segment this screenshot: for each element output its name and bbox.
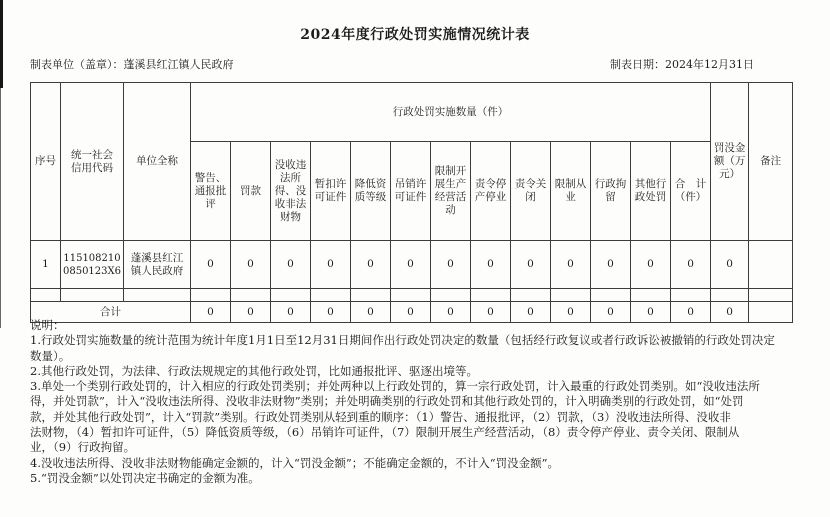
col-header-unit-name: 单位全称 xyxy=(124,83,191,241)
count-cell: 0 xyxy=(671,241,711,289)
col-header-remark: 备注 xyxy=(749,83,793,241)
empty-cell xyxy=(749,289,793,302)
empty-cell xyxy=(711,289,749,302)
penalty-type-header-confiscation: 没收违法所得、没收非法财物 xyxy=(271,142,311,241)
empty-cell xyxy=(591,289,631,302)
empty-cell xyxy=(471,289,511,302)
total-fine-amount-cell: 0 xyxy=(711,302,749,323)
total-count-cell: 0 xyxy=(271,302,311,323)
count-cell: 0 xyxy=(631,241,671,289)
penalty-type-header-revoke-license: 吊销许可证件 xyxy=(391,142,431,241)
penalty-type-header-suspend-license: 暂扣许可证件 xyxy=(311,142,351,241)
total-count-cell: 0 xyxy=(471,302,511,323)
empty-cell xyxy=(391,289,431,302)
col-header-credit-code-label: 统一社会信用代码 xyxy=(71,148,113,174)
total-count-cell: 0 xyxy=(551,302,591,323)
empty-cell xyxy=(61,289,124,302)
meta-row xyxy=(30,56,792,72)
prepared-by-unit: 制表单位（盖章）：蓬溪县红江镇人民政府 xyxy=(30,58,234,71)
count-cell: 0 xyxy=(471,241,511,289)
total-count-cell: 0 xyxy=(311,302,351,323)
empty-cell xyxy=(231,289,271,302)
notes-heading: 说明： xyxy=(30,318,65,332)
penalty-type-header-order-close: 责令关闭 xyxy=(511,142,551,241)
count-cell: 0 xyxy=(511,241,551,289)
total-count-cell: 0 xyxy=(191,302,231,323)
penalty-type-header-restrict-practice: 限制从业 xyxy=(551,142,591,241)
spacer-row xyxy=(31,289,793,302)
credit-code-cell: 1151082100850123X6 xyxy=(61,241,124,289)
penalty-type-header-fine: 罚款 xyxy=(231,142,271,241)
scan-edge-artifact xyxy=(0,0,3,88)
note-line: 款，并处其他行政处罚”，计入“罚款”类别。行政处罚类别从轻到重的顺序：（1）警告、通报批评，（2）罚款，（3）没收违法所得、没收非 xyxy=(30,409,731,424)
total-count-cell: 0 xyxy=(431,302,471,323)
empty-cell xyxy=(431,289,471,302)
seq-cell: 1 xyxy=(31,241,61,289)
total-count-cell: 0 xyxy=(671,302,711,323)
count-cell: 0 xyxy=(351,241,391,289)
empty-cell xyxy=(551,289,591,302)
count-cell: 0 xyxy=(311,241,351,289)
penalty-type-header-order-halt: 责令停产停业 xyxy=(471,142,511,241)
total-count-cell: 0 xyxy=(351,302,391,323)
fine-amount-cell: 0 xyxy=(711,241,749,289)
empty-cell xyxy=(631,289,671,302)
total-count-cell: 0 xyxy=(231,302,271,323)
count-cell: 0 xyxy=(391,241,431,289)
note-line: 5.“罚没金额”以处罚决定书确定的金额为准。 xyxy=(30,470,260,485)
col-header-seq: 序号 xyxy=(31,83,61,241)
penalty-type-header-other: 其他行政处罚 xyxy=(631,142,671,241)
count-cell: 0 xyxy=(431,241,471,289)
note-line: 法财物，（4）暂扣许可证件，（5）降低资质等级，（6）吊销许可证件，（7）限制开展生产经营活动，（8）责令停产停业、责令关闭、限制从 xyxy=(30,425,740,440)
count-cell: 0 xyxy=(231,241,271,289)
empty-cell xyxy=(191,289,231,302)
count-cell: 0 xyxy=(191,241,231,289)
table-row xyxy=(31,241,793,289)
penalty-type-header-warning: 警告、通报批评 xyxy=(191,142,231,241)
note-line: 业，（9）行政拘留。 xyxy=(30,440,136,455)
penalty-span-header: 行政处罚实施数量（件） xyxy=(191,83,711,142)
total-label-cell: 合计 xyxy=(31,302,191,323)
col-header-credit-code xyxy=(61,83,124,241)
total-count-cell: 0 xyxy=(391,302,431,323)
note-line: 1.行政处罚实施数量的统计范围为统计年度1月1日至12月31日期间作出行政处罚决定的数量（包括经行政复议或者行政诉讼被撤销的行政处罚决定 xyxy=(30,333,775,348)
empty-cell xyxy=(511,289,551,302)
empty-cell xyxy=(271,289,311,302)
penalty-type-header-restrict-production: 限制开展生产经营活动 xyxy=(431,142,471,241)
penalty-type-header-subtotal: 合 计（件） xyxy=(671,142,711,241)
total-count-cell: 0 xyxy=(631,302,671,323)
scan-edge-artifact xyxy=(0,88,1,328)
note-line: 4.没收违法所得、没收非法财物能确定金额的，计入“罚没金额”；不能确定金额的，不计入“罚没金额”。 xyxy=(30,455,559,470)
count-cell: 0 xyxy=(591,241,631,289)
empty-cell xyxy=(671,289,711,302)
penalty-type-header-detention: 行政拘留 xyxy=(591,142,631,241)
penalty-statistics-table xyxy=(30,82,793,323)
col-header-fine-amount: 罚没金额（万元） xyxy=(711,83,749,241)
note-line: 3.单处一个类别行政处罚的，计入相应的行政处罚类别；并处两种以上行政处罚的，算一宗行政处罚，计入最重的行政处罚类别。如“没收违法所 xyxy=(30,379,760,394)
remark-cell xyxy=(749,241,793,289)
count-cell: 0 xyxy=(551,241,591,289)
table-header-row-1 xyxy=(31,83,793,142)
note-line: 得，并处罚款”，计入“没收违法所得、没收非法财物”类别；并处明确类别的行政处罚和其他行政处罚的，计入明确类别的行政处罚，如“处罚 xyxy=(30,394,744,409)
empty-cell xyxy=(311,289,351,302)
report-date: 制表日期：2024年12月31日 xyxy=(610,58,754,71)
empty-cell xyxy=(351,289,391,302)
unit-name-text: 蓬溪县红江镇人民政府 xyxy=(130,251,184,277)
note-line: 2.其他行政处罚，为法律、行政法规规定的其他行政处罚，比如通报批评、驱逐出境等。 xyxy=(30,363,478,378)
notes-section xyxy=(30,318,820,486)
page-title: 2024年度行政处罚实施情况统计表 xyxy=(300,27,530,43)
total-count-cell: 0 xyxy=(511,302,551,323)
empty-cell xyxy=(124,289,191,302)
total-count-cell: 0 xyxy=(591,302,631,323)
empty-cell xyxy=(31,289,61,302)
count-cell: 0 xyxy=(271,241,311,289)
note-line: 数量）。 xyxy=(30,348,71,363)
unit-name-cell xyxy=(124,241,191,289)
penalty-type-header-downgrade: 降低资质等级 xyxy=(351,142,391,241)
